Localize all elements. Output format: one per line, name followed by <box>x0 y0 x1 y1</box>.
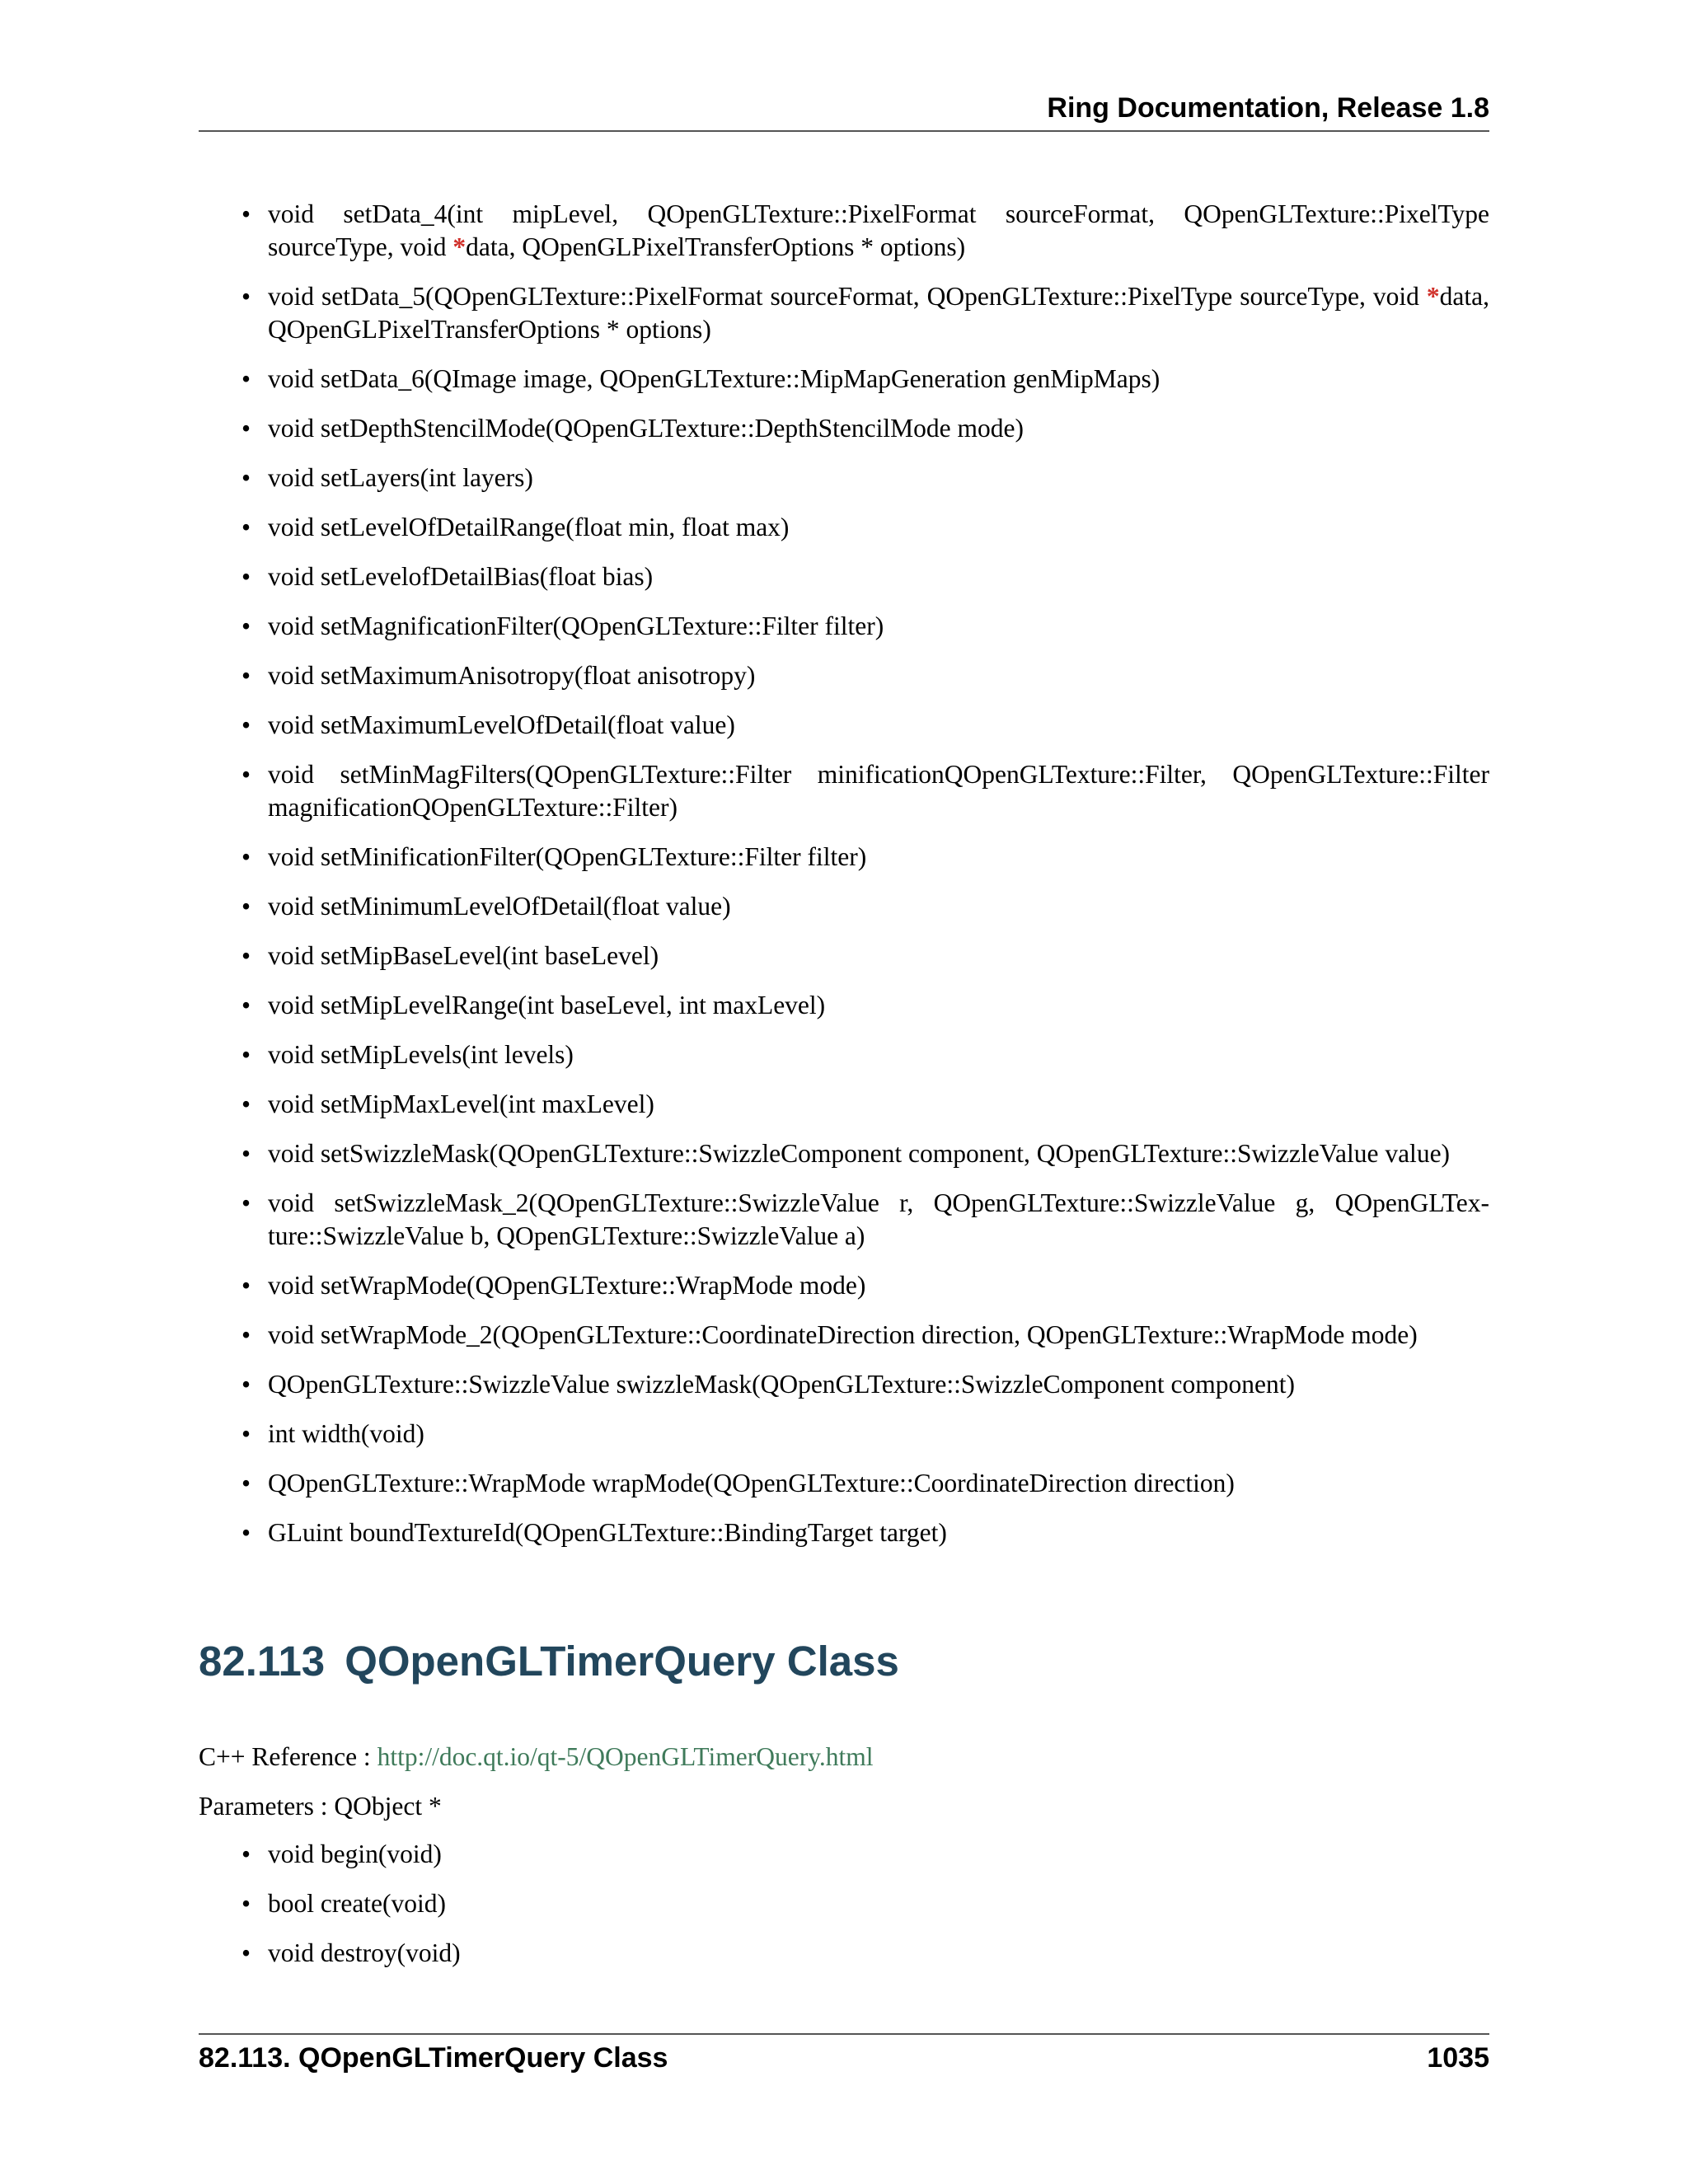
method-signature-text: void setMaximumAnisotropy(float anisotropy) <box>268 661 756 690</box>
method-item <box>199 1516 1489 1549</box>
footer-divider <box>199 2033 1489 2035</box>
bullet-glyph: • <box>241 1889 251 1918</box>
method-signature-text: void setLayers(int layers) <box>268 463 533 492</box>
method-item <box>199 610 1489 643</box>
method-signature-text: void setMinMagFilters(QOpenGLTexture::Filter minificationQOpenGLTexture::Filter, QOpenGLTexture::Filter magnificationQOpenGLTexture::Filter) <box>268 760 1489 822</box>
method-item <box>199 989 1489 1022</box>
bullet-glyph: • <box>241 1320 251 1349</box>
method-item <box>199 709 1489 742</box>
method-signature-text: void setWrapMode(QOpenGLTexture::WrapMode mode) <box>268 1271 866 1300</box>
method-item <box>199 1368 1489 1401</box>
method-signature-text: int width(void) <box>268 1419 424 1448</box>
bullet-glyph: • <box>241 1840 251 1868</box>
bullet-glyph: • <box>241 892 251 921</box>
method-item <box>199 1838 1489 1871</box>
section-heading <box>199 1637 899 1685</box>
method-signature-text: void setMipMaxLevel(int maxLevel) <box>268 1090 654 1118</box>
bullet-glyph: • <box>241 1188 251 1217</box>
method-item <box>199 1269 1489 1302</box>
method-item <box>199 1467 1489 1500</box>
bullet-glyph: • <box>241 414 251 443</box>
method-item <box>199 1418 1489 1451</box>
cpp-reference-label: C++ Reference : <box>199 1742 377 1771</box>
bullet-glyph: • <box>241 199 251 228</box>
method-signature-text: void setData_5(QOpenGLTexture::PixelFormat sourceFormat, QOpenGLTexture::PixelType sourceType, void <box>268 282 1427 311</box>
method-signature-text: QOpenGLTexture::SwizzleValue swizzleMask(QOpenGLTexture::SwizzleComponent component) <box>268 1370 1295 1399</box>
bullet-glyph: • <box>241 1469 251 1497</box>
method-signature-text: void setDepthStencilMode(QOpenGLTexture::DepthStencilMode mode) <box>268 414 1024 443</box>
method-item <box>199 1887 1489 1920</box>
footer-section-label: 82.113. QOpenGLTimerQuery Class <box>199 2042 668 2074</box>
method-item <box>199 1137 1489 1170</box>
bullet-glyph: • <box>241 513 251 541</box>
method-signature-text: void setSwizzleMask_2(QOpenGLTexture::SwizzleValue r, QOpenGLTexture::SwizzleValue g, QOpenGLTexture::SwizzleValue b, QOpenGLTexture::SwizzleValue a) <box>268 1188 1489 1250</box>
method-signature-text: data, QOpenGLPixelTransferOptions * options) <box>268 282 1489 344</box>
timer-query-method-list <box>199 1838 1489 1986</box>
method-signature-text: QOpenGLTexture::WrapMode wrapMode(QOpenGLTexture::CoordinateDirection direction) <box>268 1469 1235 1497</box>
method-signature-text: void setLevelofDetailBias(float bias) <box>268 562 654 591</box>
bullet-glyph: • <box>241 1370 251 1399</box>
footer-page-number: 1035 <box>1427 2042 1489 2074</box>
method-item <box>199 412 1489 445</box>
cpp-reference-line <box>199 1741 874 1774</box>
pointer-star: * <box>1426 282 1440 311</box>
pointer-star: * <box>452 232 467 261</box>
method-item <box>199 1187 1489 1253</box>
method-signature-text: void setMinimumLevelOfDetail(float value) <box>268 892 731 921</box>
bullet-glyph: • <box>241 1040 251 1069</box>
method-signature-text: void destroy(void) <box>268 1938 461 1967</box>
bullet-glyph: • <box>241 1090 251 1118</box>
method-list <box>199 198 1489 1566</box>
bullet-glyph: • <box>241 1419 251 1448</box>
method-signature-text: bool create(void) <box>268 1889 447 1918</box>
bullet-glyph: • <box>241 562 251 591</box>
method-item <box>199 1088 1489 1121</box>
method-signature-text: void setSwizzleMask(QOpenGLTexture::SwizzleComponent component, QOpenGLTexture::SwizzleValue value) <box>268 1139 1451 1168</box>
method-item <box>199 198 1489 264</box>
method-signature-text: void setData_4(int mipLevel, QOpenGLTexture::PixelFormat sourceFormat, QOpenGLTexture::PixelType sourceType, void <box>268 199 1489 261</box>
bullet-glyph: • <box>241 1271 251 1300</box>
method-signature-text: void begin(void) <box>268 1840 442 1868</box>
header-divider <box>199 130 1489 132</box>
method-item <box>199 890 1489 923</box>
method-signature-text: void setMaximumLevelOfDetail(float value) <box>268 710 735 739</box>
section-number: 82.113 <box>199 1638 326 1685</box>
method-signature-text: data, QOpenGLPixelTransferOptions * options) <box>466 232 966 261</box>
bullet-glyph: • <box>241 1518 251 1547</box>
bullet-glyph: • <box>241 1139 251 1168</box>
method-item <box>199 940 1489 972</box>
method-signature-text: void setData_6(QImage image, QOpenGLTexture::MipMapGeneration genMipMaps) <box>268 364 1160 393</box>
bullet-glyph: • <box>241 364 251 393</box>
bullet-glyph: • <box>241 463 251 492</box>
bullet-glyph: • <box>241 612 251 640</box>
bullet-glyph: • <box>241 842 251 871</box>
method-signature-text: void setMagnificationFilter(QOpenGLTexture::Filter filter) <box>268 612 884 640</box>
cpp-reference-link[interactable]: http://doc.qt.io/qt-5/QOpenGLTimerQuery.html <box>377 1742 874 1771</box>
parameters-line: Parameters : QObject * <box>199 1792 442 1821</box>
method-item <box>199 280 1489 346</box>
method-item <box>199 511 1489 544</box>
method-item <box>199 1319 1489 1352</box>
running-header-title: Ring Documentation, Release 1.8 <box>1047 92 1489 124</box>
method-item <box>199 560 1489 593</box>
method-signature-text: void setMipLevelRange(int baseLevel, int maxLevel) <box>268 991 826 1019</box>
bullet-glyph: • <box>241 991 251 1019</box>
bullet-glyph: • <box>241 1938 251 1967</box>
method-signature-text: void setMinificationFilter(QOpenGLTexture::Filter filter) <box>268 842 867 871</box>
section-title-text: QOpenGLTimerQuery Class <box>345 1638 899 1685</box>
method-item <box>199 758 1489 824</box>
method-signature-text: void setLevelOfDetailRange(float min, float max) <box>268 513 790 541</box>
method-item <box>199 1038 1489 1071</box>
bullet-glyph: • <box>241 760 251 789</box>
method-signature-text: GLuint boundTextureId(QOpenGLTexture::BindingTarget target) <box>268 1518 947 1547</box>
method-item <box>199 462 1489 494</box>
method-item <box>199 363 1489 396</box>
bullet-glyph: • <box>241 710 251 739</box>
method-signature-text: void setMipBaseLevel(int baseLevel) <box>268 941 659 970</box>
bullet-glyph: • <box>241 661 251 690</box>
method-item <box>199 659 1489 692</box>
bullet-glyph: • <box>241 282 251 311</box>
method-signature-text: void setWrapMode_2(QOpenGLTexture::CoordinateDirection direction, QOpenGLTexture::WrapMode mode) <box>268 1320 1418 1349</box>
method-item <box>199 1937 1489 1970</box>
method-signature-text: void setMipLevels(int levels) <box>268 1040 574 1069</box>
bullet-glyph: • <box>241 941 251 970</box>
method-item <box>199 841 1489 874</box>
